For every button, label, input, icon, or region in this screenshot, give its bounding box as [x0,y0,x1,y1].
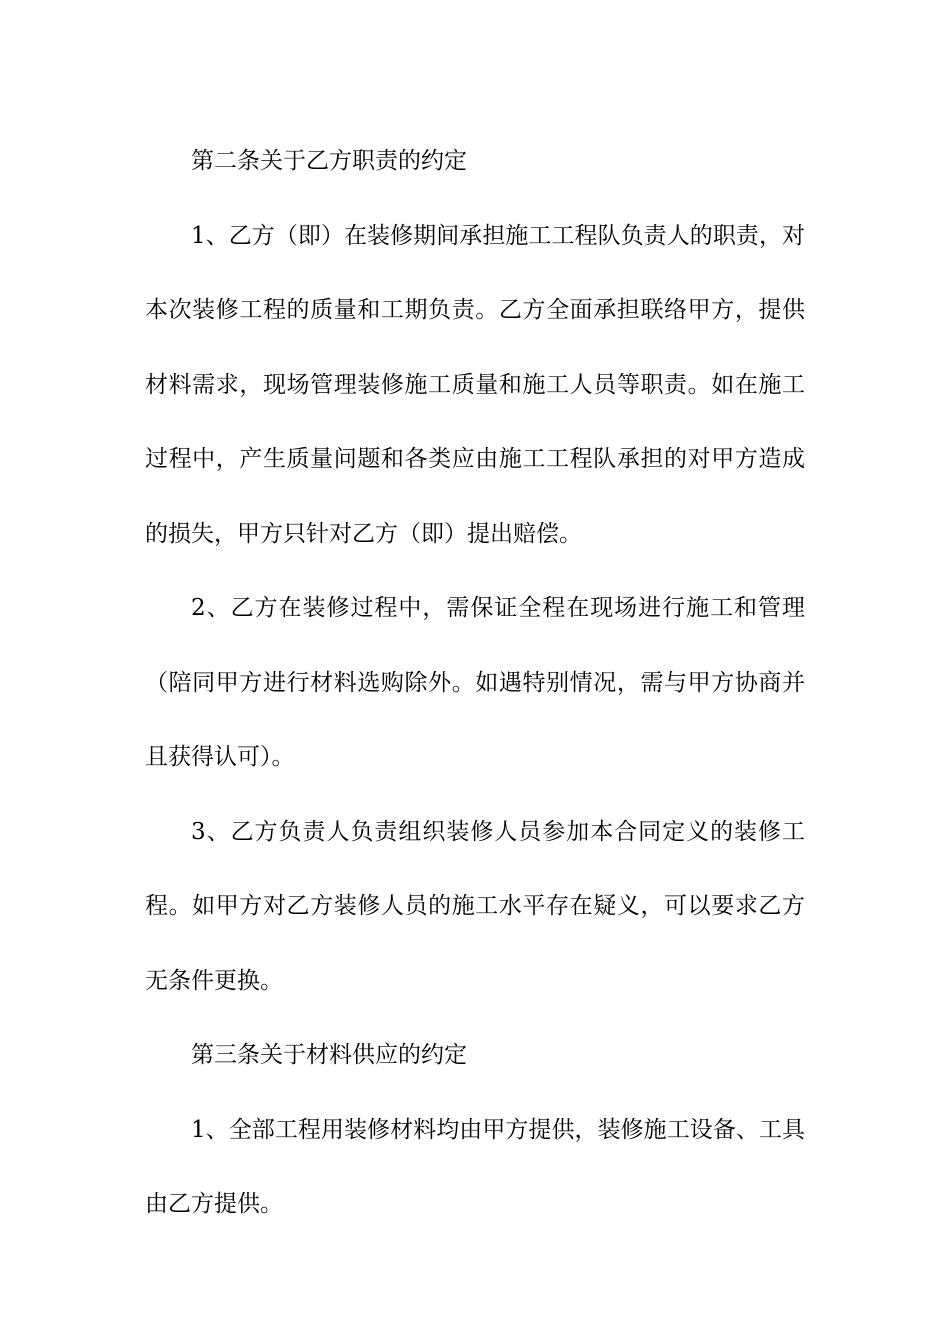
section-heading-article-3: 第三条关于材料供应的约定 [191,1042,467,1068]
paragraph-article-2-item-2: 2、乙方在装修过程中，需保证全程在现场进行施工和管理（陪同甲方进行材料选购除外。如遇特别情况，需与甲方协商并且获得认可）。 [145,595,805,770]
paragraph-article-2-item-1: 1、乙方（即）在装修期间承担施工工程队负责人的职责，对本次装修工程的质量和工期负责。乙方全面承担联络甲方，提供材料需求，现场管理装修施工质量和施工人员等职责。如在施工过程中，产生质量问题和各类应由施工工程队承担的对甲方造成的损失，甲方只针对乙方（即）提出赔偿。 [145,222,805,547]
document-body [145,124,805,1242]
section-heading-article-2: 第二条关于乙方职责的约定 [191,148,467,174]
paragraph-article-2-item-3: 3、乙方负责人负责组织装修人员参加本合同定义的装修工程。如甲方对乙方装修人员的施工水平存在疑义，可以要求乙方无条件更换。 [145,818,805,994]
paragraph-article-3-item-1: 1、全部工程用装修材料均由甲方提供，装修施工设备、工具由乙方提供。 [145,1116,805,1217]
